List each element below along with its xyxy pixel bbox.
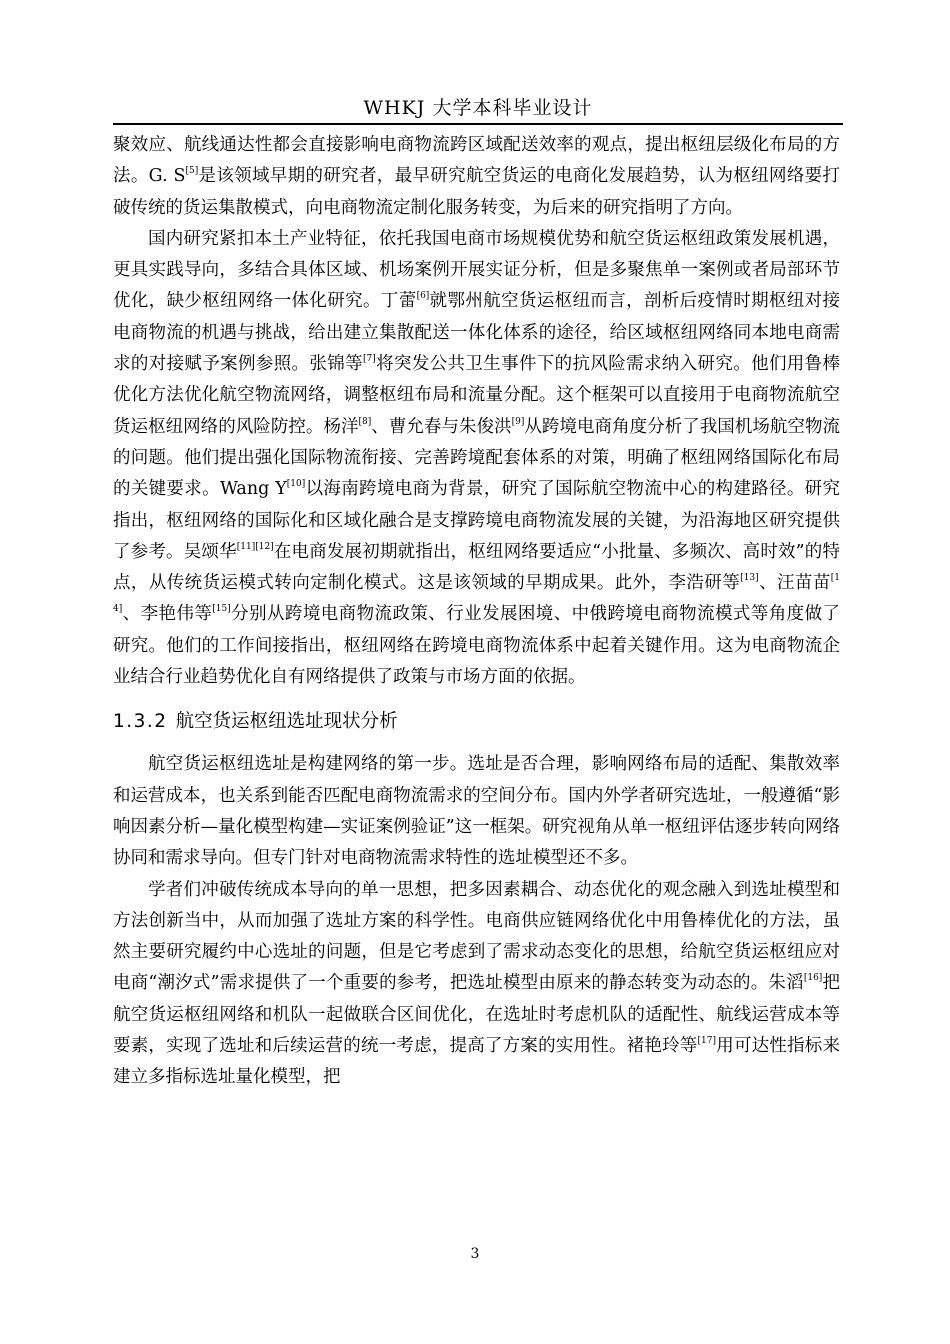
paragraph-text: 学者们冲破传统成本导向的单一思想，把多因素耦合、动态优化的观念融入到选址模型和方法创新当中，从而加强了选址方案的科学性。电商供应链网络优化中用鲁棒优化的方法，虽然主要研究履约中心选址的问题，但是它考虑到了需求动态变化的思想，给航空货运枢纽应对电商“潮汐式”需求提供了一个重要的参考，把选址模型由原来的静态转变为动态的。朱滔 <box>113 879 840 994</box>
section-number: 1.3.2 <box>113 711 168 733</box>
body-paragraph <box>113 224 840 693</box>
citation-ref: [10] <box>286 479 306 490</box>
page-number: 3 <box>470 1246 480 1262</box>
paragraph-text: 在电商发展初期就指出，枢纽网络要适应“小批量、多频次、高时效”的特点，从传统货运模式转向定制化模式。这是该领域的早期成果。此外，李浩研等 <box>113 541 840 594</box>
document-body <box>113 130 840 1094</box>
paragraph-text: 把航空货运枢纽网络和机队一起做联合区间优化，在选址时考虑机队的适配性、航线运营成本等要素，实现了选址和后续运营的统一考虑，提高了方案的实用性。褚艳玲等 <box>113 973 841 1057</box>
paragraph-text: 从跨境电商角度分析了我国机场航空物流的问题。他们提出强化国际物流衔接、完善跨境配套体系的对策，明确了枢纽网络国际化布局的关键要求。Wang Y <box>113 416 841 500</box>
paragraph-group-top <box>113 130 840 693</box>
paragraph-text: 航空货运枢纽选址是构建网络的第一步。选址是否合理，影响网络布局的适配、集散效率和运营成本，也关系到能否匹配电商物流需求的空间分布。国内外学者研究选址，一般遵循“影响因素分析—量化模型构建—实证案例验证”这一框架。研究视角从单一枢纽评估逐步转向网络协同和需求导向。但专门针对电商物流需求特性的选址模型还不多。 <box>113 754 840 869</box>
body-paragraph <box>113 749 840 874</box>
citation-ref: [11][12] <box>236 541 274 552</box>
body-paragraph <box>113 130 840 224</box>
paragraph-text: 、曹允春与朱俊洪 <box>371 416 512 437</box>
paragraph-text: 国内研究紧扣本土产业特征，依托我国电商市场规模优势和航空货运枢纽政策发展机遇，更具实践导向，多结合具体区域、机场案例开展实证分析，但是多聚焦单一案例或者局部环节优化，缺少枢纽网络一体化研究。丁蕾 <box>113 228 840 312</box>
citation-ref: [5] <box>185 166 199 177</box>
body-paragraph <box>113 875 840 1094</box>
citation-ref: [7] <box>363 354 376 365</box>
section-heading <box>113 705 840 739</box>
paragraph-text: 、李艳伟等 <box>122 604 213 625</box>
paragraph-group-bottom <box>113 749 840 1093</box>
paragraph-text: 就鄂州航空货运枢纽而言，剖析后疫情时期枢纽对接电商物流的机遇与挑战，给出建立集散配送一体化体系的途径，给区域枢纽网络同本地电商需求的对接赋予案例参照。张锦等 <box>113 291 841 375</box>
paragraph-text: 分别从跨境电商物流政策、行业发展困境、中俄跨境电商物流模式等角度做了研究。他们的工作间接指出，枢纽网络在跨境电商物流体系中起着关键作用。这为电商物流企业结合行业趋势优化自有网络提供了政策与市场方面的依据。 <box>113 604 840 688</box>
citation-ref: [16] <box>803 973 823 984</box>
citation-ref: [6] <box>416 291 430 302</box>
citation-ref: [9] <box>511 416 525 427</box>
citation-ref: [13] <box>740 573 759 584</box>
header-divider <box>113 123 843 125</box>
paragraph-text: 、汪苗苗 <box>758 573 831 594</box>
paragraph-text: 以海南跨境电商为背景，研究了国际航空物流中心的构建路径。研究指出，枢纽网络的国际化和区域化融合是支撑跨境电商物流发展的关键，为沿海地区研究提供了参考。吴颂华 <box>113 479 840 562</box>
paragraph-text: 聚效应、航线通达性都会直接影响电商物流跨区域配送效率的观点，提出枢纽层级化布局的方法。G. S <box>113 135 840 187</box>
section-title: 航空货运枢纽选址现状分析 <box>175 711 398 733</box>
citation-ref: [15] <box>212 604 231 615</box>
citation-ref: [14] <box>113 573 841 615</box>
citation-ref: [17] <box>697 1036 717 1047</box>
page-header-title: WHKJ 大学本科毕业设计 <box>363 97 593 119</box>
paragraph-text: 用可达性指标来建立多指标选址量化模型，把 <box>113 1036 841 1088</box>
citation-ref: [8] <box>358 416 372 427</box>
paragraph-text: 是该领域早期的研究者，最早研究航空货运的电商化发展趋势，认为枢纽网络要打破传统的货运集散模式，向电商物流定制化服务转变，为后来的研究指明了方向。 <box>113 166 840 218</box>
paragraph-text: 将突发公共卫生事件下的抗风险需求纳入研究。他们用鲁棒优化方法优化航空物流网络，调整枢纽布局和流量分配。这个框架可以直接用于电商物流航空货运枢纽网络的风险防控。杨洋 <box>113 354 841 437</box>
